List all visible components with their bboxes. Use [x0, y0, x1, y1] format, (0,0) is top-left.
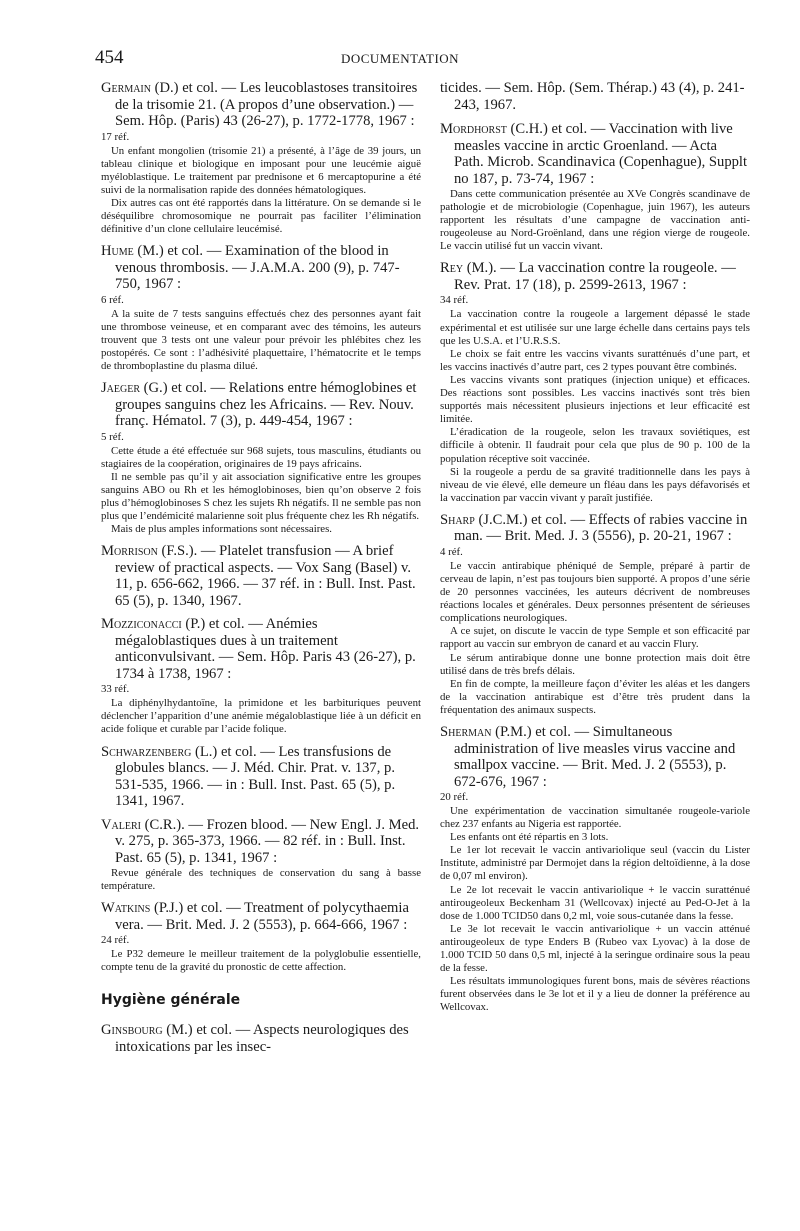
abstract-paragraph: Revue générale des techniques de conservation du sang à basse température.: [101, 867, 421, 893]
reference-citation: [101, 744, 421, 810]
reference-count: 4 réf.: [440, 545, 463, 558]
citation-text: et col. — Vaccination with live measles vaccine in arctic Groenland. — Acta Path. Microb. Scandinavica (Copenhague), Supplt no 187, p. 73-74, 1967 :: [454, 121, 748, 187]
reference-count: 20 réf.: [440, 791, 469, 803]
reference-count: 33 réf.: [101, 683, 130, 696]
continued-citation: ticides. — Sem. Hôp. (Sem. Thérap.) 43 (4), p. 241-243, 1967.: [440, 80, 745, 113]
author-name: Schwarzenberg (L.): [101, 743, 218, 760]
reference-count: 17 réf.: [101, 130, 130, 143]
reference-citation: [101, 543, 421, 609]
abstract-paragraph: Mais de plus amples informations sont nécessaires.: [111, 523, 332, 536]
bibliography-entry: [101, 80, 421, 236]
reference-count: 5 réf.: [101, 430, 124, 443]
author-name: Sherman (P.M.): [440, 724, 532, 740]
bibliography-entry: [440, 512, 750, 717]
citation-text: et col. — Les transfusions de globules blancs. — J. Méd. Chir. Prat. v. 137, p. 531-535, 1966. — in : Bull. Inst. Past. 65 (5), p. 1341, 1967.: [115, 743, 396, 810]
reference-count: 34 réf.: [440, 294, 469, 307]
abstract-paragraph: Le vaccin antirabique phéniqué de Semple, préparé à partir de cerveau de lapin, n’est pas toujours bien supporté. A propos d’une série de 20 personnes vaccinées, les auteurs décrivent de nombreuses réactions locales et générales. Deux personnes présentent de sérieuses complications neurologiques.: [440, 559, 750, 625]
citation-text: et col. — Effects of rabies vaccine in man. — Brit. Med. J. 3 (5556), p. 20-21, 1967 :: [454, 511, 748, 545]
reference-citation: [101, 243, 421, 293]
bibliography-entry: [101, 900, 421, 974]
author-name: Valeri (C.R.).: [101, 816, 185, 833]
author-name: Mordhorst (C.H.): [440, 121, 548, 137]
abstract-paragraph: Le 1er lot recevait le vaccin antivariolique seul (vaccin du Lister Institute, administré par Dermojet dans la région deltoïdienne, à la dose de 0,07 ml environ).: [440, 844, 750, 883]
reference-citation: [440, 260, 750, 293]
citation-text: et col. — Aspects neurologiques des intoxications par les insec-: [115, 1022, 409, 1055]
bibliography-entry: [440, 121, 750, 253]
page-number: 454: [95, 47, 124, 68]
bibliography-entry: [101, 1022, 421, 1055]
abstract-paragraph: Dix autres cas ont été rapportés dans la littérature. On se demande si le déséquilibre chromosomique ne pourrait pas faciliter l’élimination définitive d’un clone cellulaire leucémisé.: [101, 196, 421, 236]
bibliography-entry: [101, 744, 421, 810]
abstract-paragraph: La vaccination contre la rougeole a largement dépassé le stade expérimental et est utilisée sur une large échelle dans certains pays tels que les U.S.A. et l’U.R.S.S.: [440, 308, 750, 347]
author-name: Sharp (J.C.M.): [440, 511, 528, 528]
abstract-paragraph: Il ne semble pas qu’il y ait association significative entre les groupes sanguins ABO ou Rh et les hémoglobinoses, bien qu’on observe 2 fois plus d’hémoglobinoses S chez les sujets Rh négatifs. Il ne semble pas non plus que l’endémicité malarienne soit plus fréquente chez les Rh négatifs.: [101, 470, 421, 523]
citation-text: — La vaccination contre la rougeole. — Rev. Prat. 17 (18), p. 2599-2613, 1967 :: [454, 260, 736, 293]
reference-citation: [101, 817, 421, 867]
citation-text: et col. — Anémies mégaloblastiques dues à un traitement anticonvulsivant. — Sem. Hôp. Paris 43 (26-27), p. 1734 à 1738, 1967 :: [115, 616, 416, 682]
reference-citation: [101, 80, 421, 130]
bibliography-entry: [440, 260, 750, 504]
section-title: Hygiène générale: [101, 992, 241, 1009]
citation-text: — Platelet transfusion — A brief review of practical aspects. — Vox Sang (Basel) v. 11, p. 656-662, 1966. — 37 réf. in : Bull. Inst. Past. 65 (5), p. 1340, 1967.: [115, 543, 416, 609]
abstract-paragraph: Les vaccins vivants sont pratiques (injection unique) et efficaces. Des réactions sont possibles. Les vaccins inactivés sont très bien supportés mais nécessitent plusieurs injections et leur efficacité est limitée.: [440, 373, 750, 426]
abstract-paragraph: Le choix se fait entre les vaccins vivants suratténués d’une part, et les vaccins inactivés d’autre part, ces 2 types pouvant être combinés.: [440, 347, 750, 373]
abstract-paragraph: A la suite de 7 tests sanguins effectués chez des personnes ayant fait une thrombose veineuse, et en comparant avec des témoins, les auteurs trouvent que 3 tests ont une valeur pour prévoir les phlébites chez les postopérés. Ce sont : l’adhésivité plaquettaire, l’hématocrite et le temps de thromboplastine du plasma dilué.: [101, 307, 421, 373]
abstract-paragraph: Le sérum antirabique donne une bonne protection mais doit être utilisé dans de très brefs délais.: [440, 651, 750, 677]
abstract-paragraph: Le 3e lot recevait le vaccin antivariolique + un vaccin atténué antirougeoleux de type Enders B (Rubeo vax Lyovac) à la dose de 1.000 TCID 50 dans 0,5 ml, injecté à la seringue ordinaire sous la peau de la fesse.: [440, 922, 750, 975]
abstract-paragraph: Le 2e lot recevait le vaccin antivariolique + le vaccin suratténué antirougeoleux Beckenham 31 (Wellcovax) injecté au Ped-O-Jet à la dose de 1.000 TCID50 dans 0,2 ml, voie sous-cutanée dans la fesse.: [440, 883, 750, 922]
abstract-paragraph: En fin de compte, la meilleure façon d’éviter les aléas et les dangers de la vaccination antirabique est d’être très prudent dans la fréquentation des animaux suspects.: [440, 677, 750, 716]
running-head: DOCUMENTATION: [340, 51, 460, 66]
abstract-paragraph: Le P32 demeure le meilleur traitement de la polyglobulie essentielle, compte tenu de la gravité du pronostic de cette affection.: [101, 948, 421, 974]
author-name: Germain (D.): [101, 80, 179, 96]
citation-text: — Frozen blood. — New Engl. J. Med. v. 275, p. 365-373, 1966. — 82 réf. in : Bull. Inst. Past. 65 (5), p. 1341, 1967 :: [115, 816, 420, 866]
left-column: [101, 80, 421, 1062]
abstract-paragraph: L’éradication de la rougeole, selon les travaux soviétiques, est difficile à obtenir. Il faudrait pour cela que plus de 90 p. 100 de la population réceptive soit vaccinée.: [440, 426, 750, 465]
citation-text: et col. — Les leucoblastoses transitoires de la trisomie 21. (A propos d’une observation.) — Sem. Hôp. (Paris) 43 (26-27), p. 1772-1778, 1967 :: [115, 80, 418, 129]
abstract-paragraph: La diphénylhydantoïne, la primidone et les barbituriques peuvent déclencher l’apparition d’une anémie mégaloblastique liée à un déficit en acide folique et curable par l’acide folique.: [101, 697, 421, 736]
abstract-paragraph: Une expérimentation de vaccination simultanée rougeole-variole chez 237 enfants au Nigeria est rapportée.: [440, 805, 750, 831]
reference-citation: [101, 900, 421, 933]
author-name: Rey (M.).: [440, 260, 497, 277]
reference-citation: [440, 512, 750, 545]
bibliography-entry: [101, 543, 421, 609]
reference-citation: [440, 121, 750, 187]
author-name: Mozziconacci (P.): [101, 616, 206, 633]
bibliography-entry: [101, 380, 421, 536]
bibliography-entry: [101, 616, 421, 736]
author-name: Morrison (F.S.).: [101, 543, 198, 560]
reference-citation: [101, 380, 421, 430]
abstract-paragraph: Un enfant mongolien (trisomie 21) a présenté, à l’âge de 39 jours, un tableau clinique et biologique en imposant pour une leucémie aiguë myéloblastique. Le traitement par prednisone et 6 mercaptopurine a été suivi de la normalisation rapide des données hématologiques.: [101, 144, 421, 196]
author-name: Watkins (P.J.): [101, 900, 184, 917]
reference-count: 6 réf.: [101, 293, 124, 306]
abstract-paragraph: Dans cette communication présentée au XVe Congrès scandinave de pathologie et de microbiologie (Copenhague, juin 1967), les auteurs rapportent les résultats d’une campagne de vaccination anti-rougeoleuse au Nord-Groënland, dans une région vierge de rougeole. Le vaccin utilisé fut un vaccin vivant.: [440, 188, 750, 253]
abstract-paragraph: Cette étude a été effectuée sur 968 sujets, tous masculins, étudiants ou stagiaires de la coopération, originaires de 19 pays africains.: [101, 444, 421, 470]
abstract-paragraph: Les enfants ont été répartis en 3 lots.: [450, 831, 609, 844]
reference-citation: [101, 616, 421, 682]
abstract-paragraph: A ce sujet, on discute le vaccin de type Semple et son efficacité par rapport au vaccin sur embryon de canard et au vaccin Flury.: [440, 625, 750, 651]
reference-count: 24 réf.: [101, 934, 130, 947]
citation-text: et col. — Treatment of polycythaemia vera. — Brit. Med. J. 2 (5553), p. 664-666, 1967 :: [115, 900, 409, 933]
citation-text: et col. — Simultaneous administration of live measles virus vaccine and smallpox vaccine. — Brit. Med. J. 2 (5553), p. 672-676, 1967 :: [454, 724, 736, 790]
abstract-paragraph: Si la rougeole a perdu de sa gravité traditionnelle dans les pays à niveau de vie élevé, elle demeure un fléau dans les pays défavorisés et la vaccination par vaccin vivant y paraît justifiée.: [440, 465, 750, 504]
author-name: Hume (M.): [101, 243, 164, 260]
reference-citation: [440, 724, 750, 790]
reference-citation: [101, 1022, 421, 1055]
author-name: Ginsbourg (M.): [101, 1022, 193, 1039]
citation-text: et col. — Examination of the blood in venous thrombosis. — J.A.M.A. 200 (9), p. 747-750, 1967 :: [115, 243, 400, 293]
citation-text: et col. — Relations entre hémoglobines et groupes sanguins chez les Africains. — Rev. Nouv. franç. Hématol. 7 (3), p. 449-454, 1967 :: [115, 380, 417, 430]
author-name: Jaeger (G.): [101, 380, 168, 397]
bibliography-entry: [101, 243, 421, 373]
abstract-paragraph: Les résultats immunologiques furent bons, mais de sévères réactions furent observées dans le 3e lot et il y a lieu de donner la préférence au Wellcovax.: [440, 975, 750, 1014]
bibliography-entry: [101, 817, 421, 894]
bibliography-entry: [440, 724, 750, 1015]
right-column: [440, 80, 750, 1022]
